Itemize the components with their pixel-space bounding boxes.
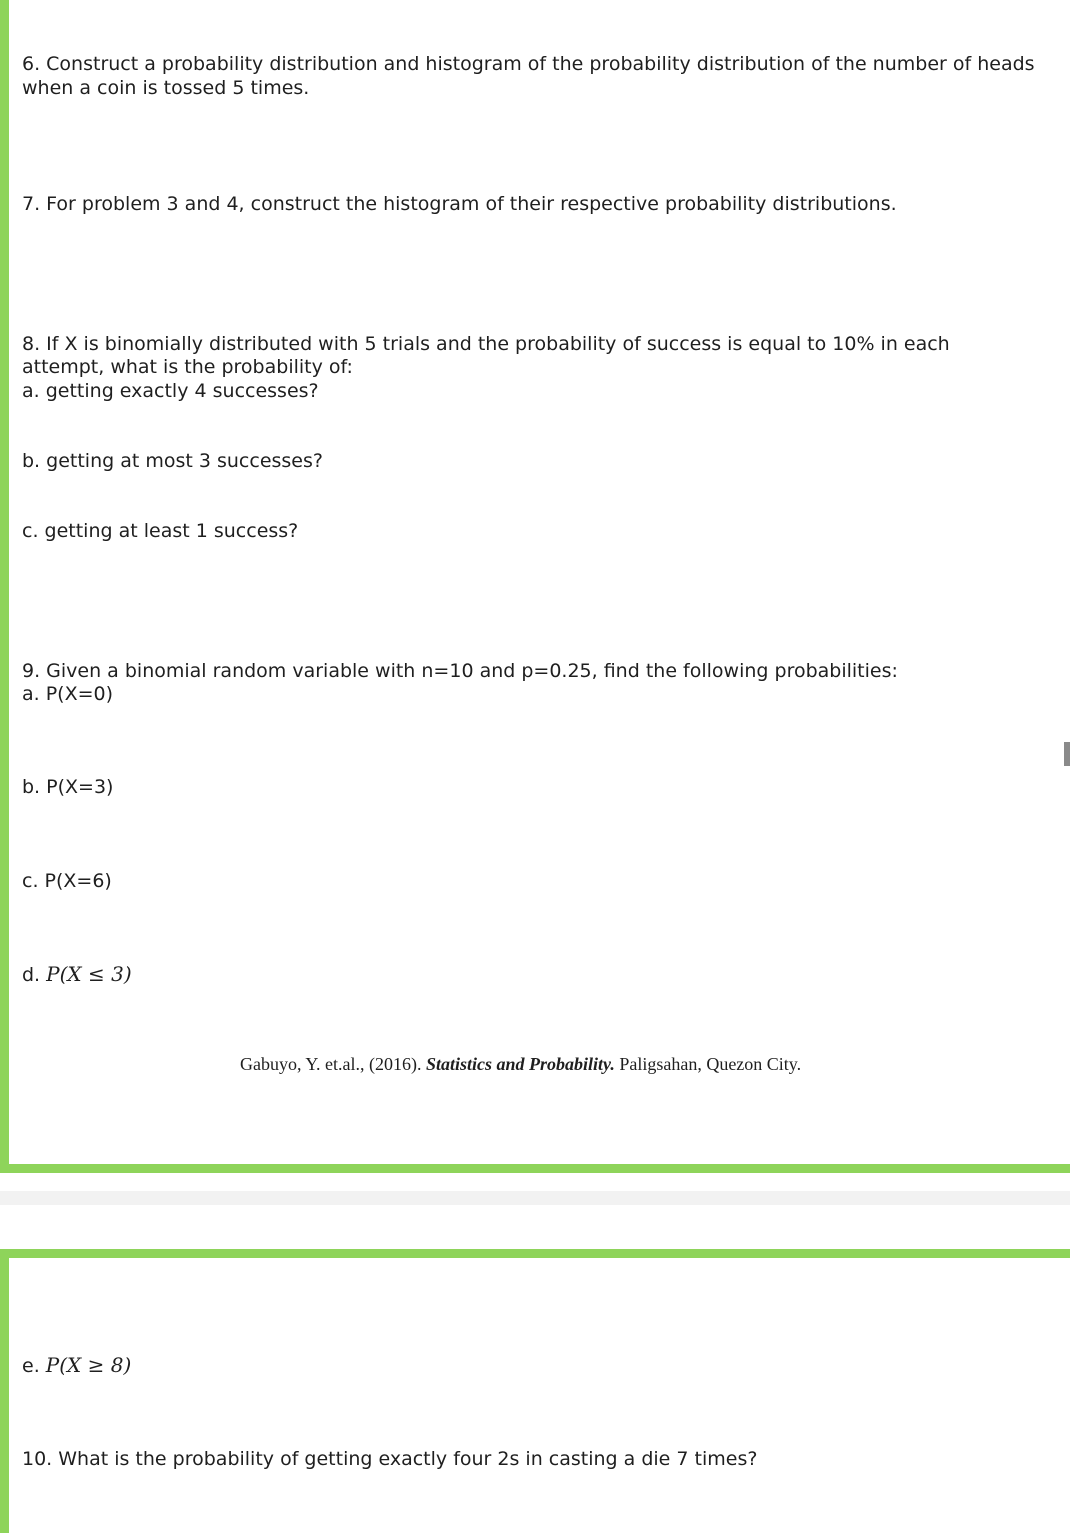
question-6-line-1: 6. Construct a probability distribution and histogram of the probability distribution of the number of heads [22, 53, 1035, 75]
question-9d-label: d. [22, 964, 41, 986]
question-8c: c. getting at least 1 success? [22, 520, 299, 542]
question-9c: c. P(X=6) [22, 870, 112, 892]
page-separator [0, 1191, 1070, 1205]
worksheet-page-2 [0, 1249, 1070, 1533]
question-9-line-1: 9. Given a binomial random variable with n=10 and p=0.25, find the following probabilities: [22, 660, 898, 682]
question-8a: a. getting exactly 4 successes? [22, 380, 319, 402]
question-9e [22, 1353, 131, 1378]
citation-publisher: Paligsahan, Quezon City. [619, 1054, 802, 1074]
question-9b: b. P(X=3) [22, 776, 114, 798]
citation [240, 1052, 801, 1076]
scrollbar-thumb[interactable] [1064, 742, 1070, 766]
question-8b: b. getting at most 3 successes? [22, 450, 323, 472]
question-7: 7. For problem 3 and 4, construct the histogram of their respective probability distributions. [22, 193, 897, 215]
page-gap [0, 1173, 1070, 1249]
question-8-line-1: 8. If X is binomially distributed with 5 trials and the probability of success is equal to 10% in each [22, 333, 950, 355]
question-8-line-2: attempt, what is the probability of: [22, 356, 353, 378]
question-9e-expression: P(X ≥ 8) [45, 1353, 132, 1377]
question-6-line-2: when a coin is tossed 5 times. [22, 77, 310, 99]
question-9e-label: e. [22, 1355, 40, 1377]
question-9d-expression: P(X ≤ 3) [46, 962, 132, 986]
question-9d [22, 962, 132, 987]
question-10: 10. What is the probability of getting exactly four 2s in casting a die 7 times? [22, 1448, 758, 1470]
citation-title: Statistics and Probability. [425, 1054, 615, 1074]
question-9a: a. P(X=0) [22, 683, 114, 705]
citation-authors: Gabuyo, Y. et.al., (2016). [240, 1054, 422, 1074]
